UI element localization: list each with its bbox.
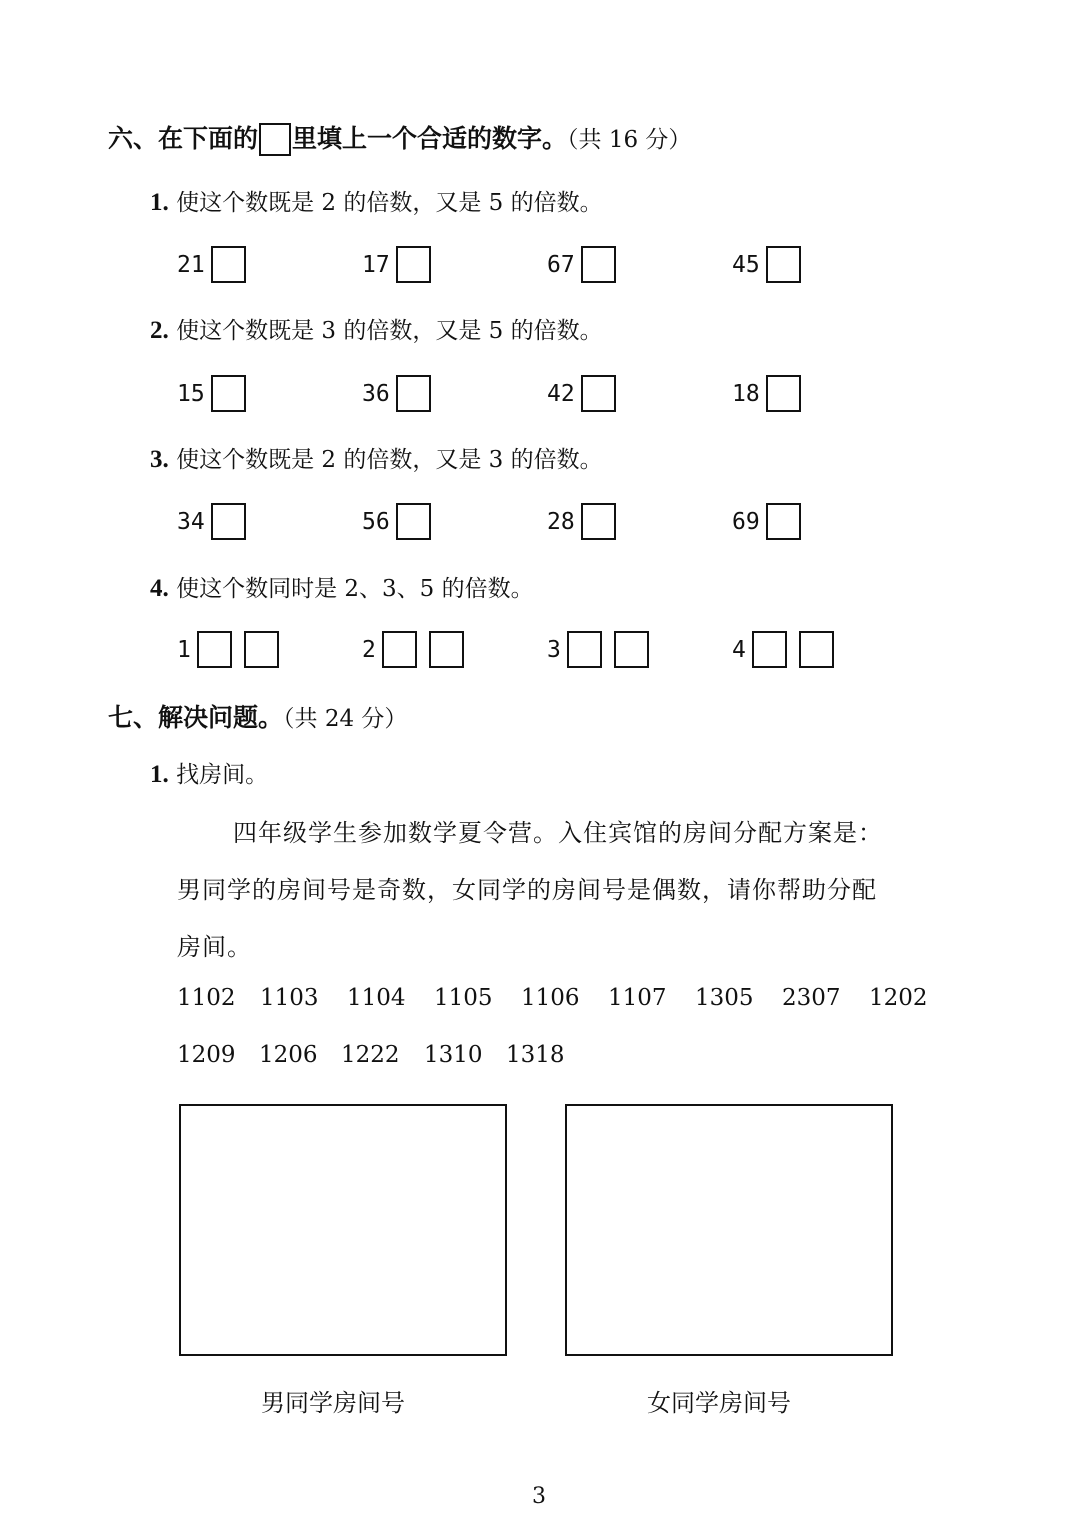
fill-item — [362, 246, 431, 283]
item-number: 42 — [547, 380, 575, 407]
item-number: 2 — [362, 636, 376, 663]
answer-box[interactable] — [382, 631, 417, 668]
boys-room-label: 男同学房间号 — [261, 1389, 405, 1417]
item-number: 18 — [732, 380, 760, 407]
fill-item — [732, 631, 834, 668]
section-6-title-before: 六、在下面的 — [108, 124, 259, 153]
answer-box[interactable] — [766, 246, 801, 283]
answer-box[interactable] — [567, 631, 602, 668]
question-text: 使这个数既是 2 的倍数，又是 5 的倍数。 — [176, 190, 603, 216]
section-7-heading — [108, 698, 407, 734]
question-3 — [150, 441, 603, 474]
problem-1-title — [150, 756, 268, 789]
answer-box-sample — [259, 123, 291, 156]
room-number: 1222 — [341, 1042, 400, 1068]
problem-title: 找房间。 — [176, 762, 269, 788]
item-number: 45 — [732, 251, 760, 278]
room-number: 1102 — [177, 985, 236, 1011]
item-number: 4 — [732, 636, 746, 663]
question-number: 1. — [150, 189, 169, 216]
fill-item — [732, 375, 801, 412]
answer-box[interactable] — [581, 503, 616, 540]
item-number: 34 — [177, 508, 205, 535]
answer-box[interactable] — [752, 631, 787, 668]
question-number: 3. — [150, 446, 169, 473]
room-number: 1206 — [259, 1042, 318, 1068]
room-numbers-row-1 — [0, 985, 1080, 1017]
item-number: 28 — [547, 508, 575, 535]
room-number: 2307 — [782, 985, 841, 1011]
item-number: 56 — [362, 508, 390, 535]
answer-box[interactable] — [766, 503, 801, 540]
fill-item — [177, 375, 246, 412]
room-number: 1202 — [869, 985, 928, 1011]
room-number: 1209 — [177, 1042, 236, 1068]
room-number: 1305 — [695, 985, 754, 1011]
question-number: 1. — [150, 761, 169, 788]
answer-box[interactable] — [197, 631, 232, 668]
section-6-heading — [108, 119, 691, 156]
answer-box[interactable] — [581, 375, 616, 412]
fill-item — [177, 246, 246, 283]
girls-room-label: 女同学房间号 — [647, 1389, 791, 1417]
answer-box[interactable] — [581, 246, 616, 283]
page-number: 3 — [532, 1484, 546, 1509]
item-number: 17 — [362, 251, 390, 278]
fill-item — [177, 503, 246, 540]
answer-box[interactable] — [799, 631, 834, 668]
answer-box[interactable] — [396, 246, 431, 283]
answer-box[interactable] — [244, 631, 279, 668]
answer-box[interactable] — [396, 375, 431, 412]
fill-item — [547, 246, 616, 283]
question-4 — [150, 570, 534, 603]
fill-item — [362, 503, 431, 540]
room-number: 1107 — [608, 985, 667, 1011]
question-text: 使这个数既是 3 的倍数，又是 5 的倍数。 — [176, 318, 603, 344]
question-text: 使这个数既是 2 的倍数，又是 3 的倍数。 — [176, 447, 603, 473]
section-7-score: （共 24 分） — [283, 706, 408, 732]
question-1 — [150, 184, 603, 217]
answer-box[interactable] — [211, 503, 246, 540]
question-number: 4. — [150, 575, 169, 602]
question-2 — [150, 312, 603, 345]
fill-item — [547, 631, 649, 668]
fill-item — [547, 503, 616, 540]
room-numbers-row-2 — [0, 1042, 1080, 1074]
answer-box[interactable] — [766, 375, 801, 412]
answer-box[interactable] — [429, 631, 464, 668]
fill-item — [732, 503, 801, 540]
girls-room-answer-box[interactable] — [565, 1104, 893, 1356]
item-number: 15 — [177, 380, 205, 407]
problem-text-line-1: 四年级学生参加数学夏令营。入住宾馆的房间分配方案是： — [233, 819, 883, 847]
room-number: 1105 — [434, 985, 493, 1011]
item-number: 69 — [732, 508, 760, 535]
fill-item — [547, 375, 616, 412]
fill-item — [362, 631, 464, 668]
fill-item — [362, 375, 431, 412]
problem-text-line-2: 男同学的房间号是奇数，女同学的房间号是偶数，请你帮助分配 — [177, 876, 877, 904]
section-6-title-after: 里填上一个合适的数字。 — [292, 124, 568, 153]
answer-box[interactable] — [396, 503, 431, 540]
room-number: 1310 — [424, 1042, 483, 1068]
problem-text-line-3: 房间。 — [177, 933, 252, 961]
answer-box[interactable] — [211, 246, 246, 283]
item-number: 3 — [547, 636, 561, 663]
room-number: 1318 — [506, 1042, 565, 1068]
fill-item — [177, 631, 279, 668]
boys-room-answer-box[interactable] — [179, 1104, 507, 1356]
room-number: 1103 — [260, 985, 319, 1011]
item-number: 1 — [177, 636, 191, 663]
room-number: 1106 — [521, 985, 580, 1011]
room-number: 1104 — [347, 985, 406, 1011]
answer-box[interactable] — [211, 375, 246, 412]
item-number: 36 — [362, 380, 390, 407]
item-number: 67 — [547, 251, 575, 278]
question-number: 2. — [150, 317, 169, 344]
section-6-score: （共 16 分） — [567, 127, 692, 153]
fill-item — [732, 246, 801, 283]
section-7-title: 七、解决问题。 — [108, 703, 284, 732]
item-number: 21 — [177, 251, 205, 278]
answer-box[interactable] — [614, 631, 649, 668]
question-text: 使这个数同时是 2、3、5 的倍数。 — [176, 576, 534, 602]
